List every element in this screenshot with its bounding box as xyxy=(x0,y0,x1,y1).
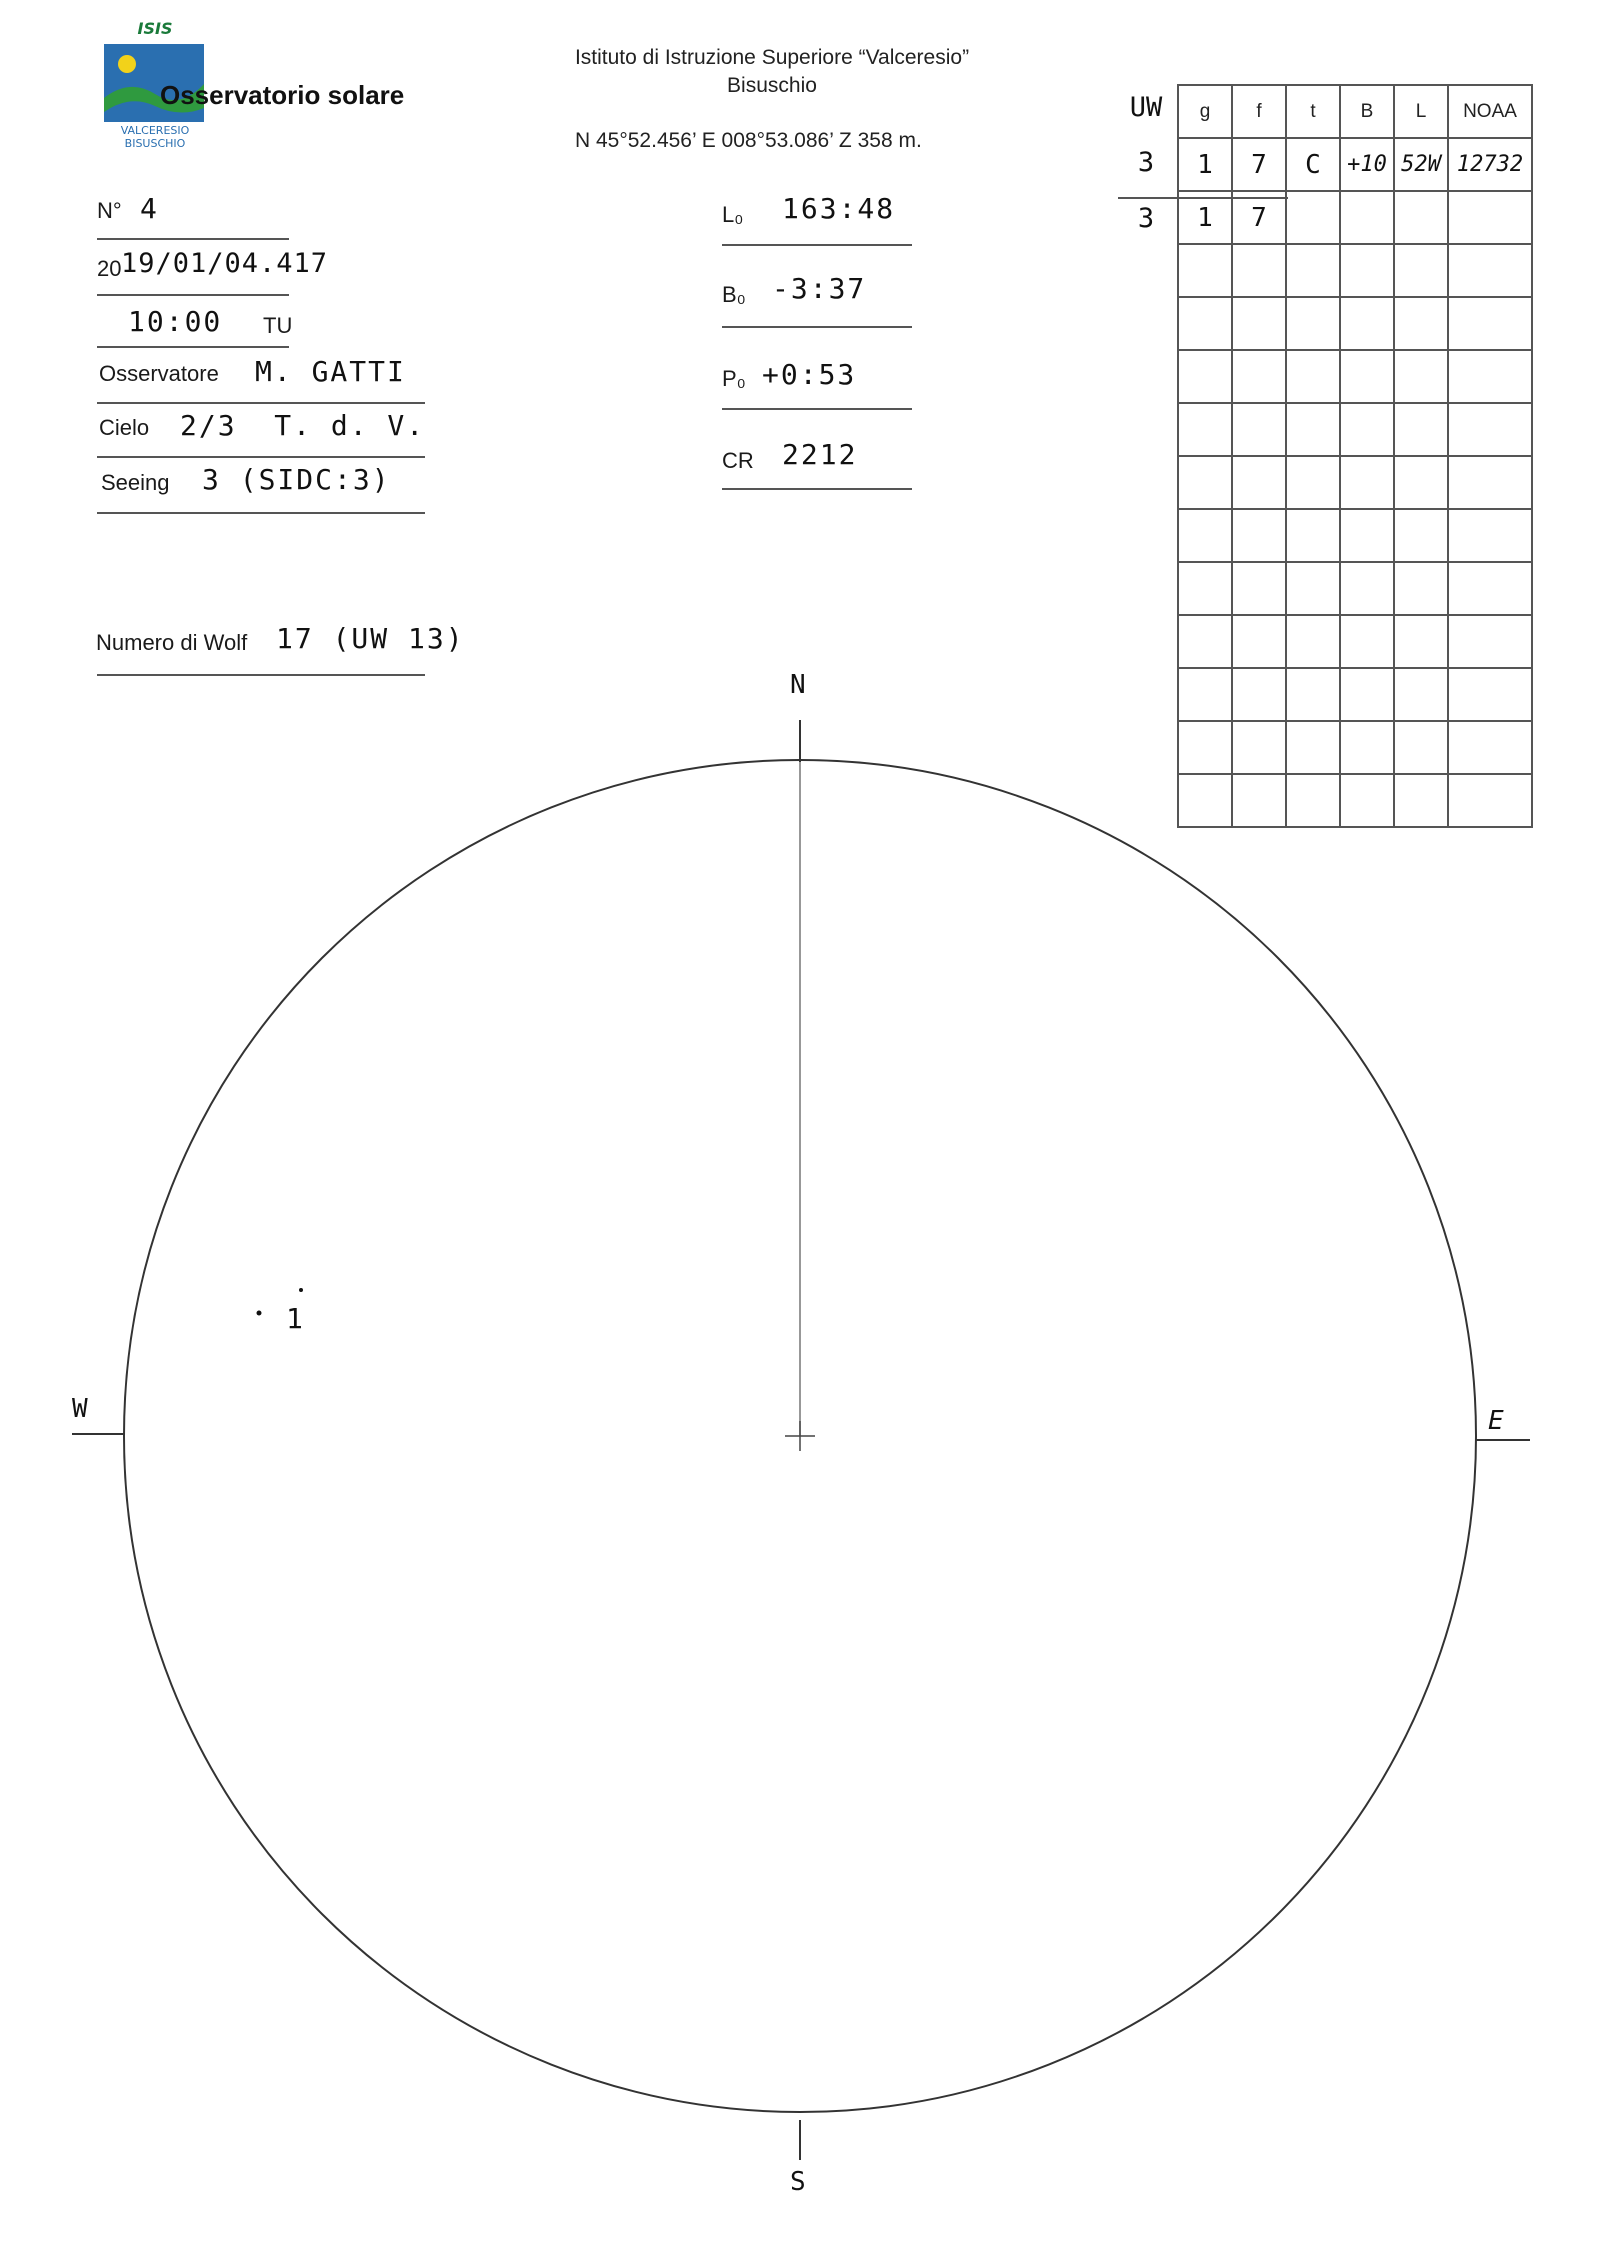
table-row xyxy=(1178,191,1532,244)
empty-cell xyxy=(1394,297,1448,350)
empty-cell xyxy=(1286,615,1340,668)
cell-g: 1 xyxy=(1178,138,1232,191)
date-value: 19/01/04.417 xyxy=(121,248,329,279)
empty-cell xyxy=(1394,403,1448,456)
logo-wordmark: ISIS xyxy=(137,20,173,38)
table-row-empty xyxy=(1178,721,1532,774)
empty-cell xyxy=(1232,615,1286,668)
sky-rule xyxy=(97,456,425,458)
empty-cell xyxy=(1232,774,1286,827)
observer-value: M. GATTI xyxy=(255,355,406,388)
empty-cell xyxy=(1448,615,1532,668)
empty-cell xyxy=(1448,562,1532,615)
empty-cell xyxy=(1340,668,1394,721)
empty-cell xyxy=(1178,668,1232,721)
sunspot-group-label: 1 xyxy=(286,1302,305,1335)
cell-b xyxy=(1340,191,1394,244)
empty-cell xyxy=(1340,456,1394,509)
number-rule xyxy=(97,238,289,240)
table-row-empty xyxy=(1178,509,1532,562)
empty-cell xyxy=(1286,721,1340,774)
empty-cell xyxy=(1178,509,1232,562)
table-row-empty xyxy=(1178,456,1532,509)
empty-cell xyxy=(1394,721,1448,774)
cell-f: 7 xyxy=(1232,138,1286,191)
b0-label: B₀ xyxy=(722,282,746,307)
header-t: t xyxy=(1286,85,1340,138)
table-row-empty xyxy=(1178,350,1532,403)
page-title: Osservatorio solare xyxy=(160,80,405,110)
sky-label: Cielo xyxy=(99,415,150,440)
empty-cell xyxy=(1448,668,1532,721)
logo-caption-2: BISUSCHIO xyxy=(124,137,186,150)
sunspot-1b xyxy=(299,1288,303,1292)
empty-cell xyxy=(1286,562,1340,615)
header-l: L xyxy=(1394,85,1448,138)
empty-cell xyxy=(1448,774,1532,827)
l0-value: 163:48 xyxy=(782,192,896,225)
table-header-row xyxy=(1178,85,1532,138)
uw-row-1: 3 xyxy=(1137,147,1155,178)
sunspot-1a xyxy=(257,1311,262,1316)
table-row-empty xyxy=(1178,562,1532,615)
header-b: B xyxy=(1340,85,1394,138)
empty-cell xyxy=(1232,509,1286,562)
table-row-empty xyxy=(1178,403,1532,456)
cr-rule xyxy=(722,488,912,490)
empty-cell xyxy=(1340,244,1394,297)
empty-cell xyxy=(1340,774,1394,827)
empty-cell xyxy=(1232,721,1286,774)
institute-name: Istituto di Istruzione Superiore “Valceresio” xyxy=(574,46,970,69)
sky-value: 2/3 T. d. V. xyxy=(180,409,426,442)
empty-cell xyxy=(1232,403,1286,456)
north-label: N xyxy=(790,670,808,700)
seeing-rule xyxy=(97,512,425,514)
empty-cell xyxy=(1178,774,1232,827)
empty-cell xyxy=(1286,350,1340,403)
observer-rule xyxy=(97,402,425,404)
time-rule xyxy=(97,346,289,348)
date-rule xyxy=(97,294,289,296)
uw-row-2: 3 xyxy=(1137,203,1155,234)
wolf-number-label: Numero di Wolf xyxy=(96,630,248,655)
empty-cell xyxy=(1448,244,1532,297)
empty-cell xyxy=(1178,350,1232,403)
table-row-empty xyxy=(1178,615,1532,668)
empty-cell xyxy=(1340,721,1394,774)
cell-l xyxy=(1394,191,1448,244)
time-unit: TU xyxy=(263,313,293,338)
east-label: E xyxy=(1488,1406,1506,1436)
cell-g: 1 xyxy=(1178,191,1232,244)
empty-cell xyxy=(1448,509,1532,562)
cr-label: CR xyxy=(722,448,754,473)
p0-rule xyxy=(722,408,912,410)
header-noaa: NOAA xyxy=(1448,85,1532,138)
p0-value: +0:53 xyxy=(762,358,857,391)
empty-cell xyxy=(1286,774,1340,827)
table-row-empty xyxy=(1178,668,1532,721)
cr-value: 2212 xyxy=(782,438,858,471)
seeing-label: Seeing xyxy=(101,470,170,495)
uw-header: UW xyxy=(1129,92,1163,123)
wolf-number-value: 17 (UW 13) xyxy=(276,622,465,655)
empty-cell xyxy=(1394,615,1448,668)
cell-b: +10 xyxy=(1340,138,1394,191)
empty-cell xyxy=(1394,562,1448,615)
empty-cell xyxy=(1232,668,1286,721)
empty-cell xyxy=(1286,244,1340,297)
seeing-value: 3 (SIDC:3) xyxy=(202,463,391,496)
empty-cell xyxy=(1286,297,1340,350)
empty-cell xyxy=(1178,721,1232,774)
time-value: 10:00 xyxy=(128,305,223,338)
table-row-empty xyxy=(1178,297,1532,350)
wolf-number-rule xyxy=(97,674,425,676)
cell-f: 7 xyxy=(1232,191,1286,244)
empty-cell xyxy=(1340,403,1394,456)
empty-cell xyxy=(1448,350,1532,403)
empty-cell xyxy=(1448,456,1532,509)
date-prefix: 20 xyxy=(97,256,122,281)
empty-cell xyxy=(1448,403,1532,456)
institute-city: Bisuschio xyxy=(727,74,817,97)
header-g: g xyxy=(1178,85,1232,138)
number-label: N° xyxy=(97,198,122,223)
empty-cell xyxy=(1340,297,1394,350)
groups-table xyxy=(1177,84,1533,828)
p0-label: P₀ xyxy=(722,366,746,391)
empty-cell xyxy=(1178,297,1232,350)
west-label: W xyxy=(72,1394,90,1424)
observer-label: Osservatore xyxy=(99,361,219,386)
empty-cell xyxy=(1178,562,1232,615)
empty-cell xyxy=(1394,774,1448,827)
cell-t: C xyxy=(1286,138,1340,191)
empty-cell xyxy=(1286,668,1340,721)
empty-cell xyxy=(1340,562,1394,615)
header-f: f xyxy=(1232,85,1286,138)
number-value: 4 xyxy=(140,192,159,225)
empty-cell xyxy=(1178,403,1232,456)
empty-cell xyxy=(1232,562,1286,615)
empty-cell xyxy=(1286,456,1340,509)
empty-cell xyxy=(1232,456,1286,509)
table-row-empty xyxy=(1178,244,1532,297)
l0-rule xyxy=(722,244,912,246)
empty-cell xyxy=(1232,244,1286,297)
empty-cell xyxy=(1340,509,1394,562)
cell-noaa xyxy=(1448,191,1532,244)
observatory-coordinates: N 45°52.456’ E 008°53.086’ Z 358 m. xyxy=(575,129,922,152)
empty-cell xyxy=(1178,615,1232,668)
table-row xyxy=(1178,138,1532,191)
empty-cell xyxy=(1340,350,1394,403)
cell-l: 52W xyxy=(1394,138,1448,191)
empty-cell xyxy=(1232,350,1286,403)
empty-cell xyxy=(1178,456,1232,509)
table-row-empty xyxy=(1178,774,1532,827)
south-label: S xyxy=(790,2167,808,2197)
empty-cell xyxy=(1394,350,1448,403)
cell-noaa: 12732 xyxy=(1448,138,1532,191)
logo-caption-1: VALCERESIO xyxy=(120,124,190,137)
b0-value: -3:37 xyxy=(772,272,867,305)
empty-cell xyxy=(1394,244,1448,297)
l0-label: L₀ xyxy=(722,202,744,227)
empty-cell xyxy=(1394,668,1448,721)
empty-cell xyxy=(1448,721,1532,774)
empty-cell xyxy=(1286,509,1340,562)
cell-t xyxy=(1286,191,1340,244)
empty-cell xyxy=(1232,297,1286,350)
b0-rule xyxy=(722,326,912,328)
empty-cell xyxy=(1394,509,1448,562)
empty-cell xyxy=(1286,403,1340,456)
empty-cell xyxy=(1448,297,1532,350)
empty-cell xyxy=(1340,615,1394,668)
empty-cell xyxy=(1394,456,1448,509)
empty-cell xyxy=(1178,244,1232,297)
